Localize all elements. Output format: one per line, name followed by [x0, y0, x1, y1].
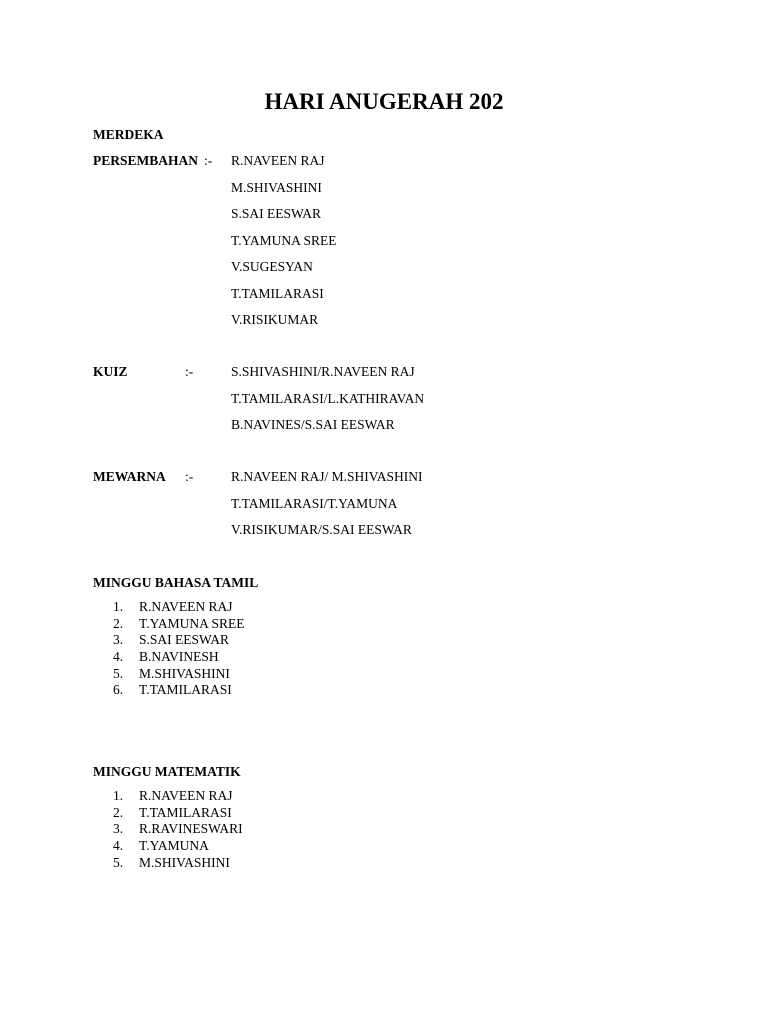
mewarna-name: T.TAMILARASI/T.YAMUNA	[231, 495, 398, 511]
list-item-number: 4.	[113, 838, 124, 854]
list-item-name: M.SHIVASHINI	[139, 665, 230, 681]
list-item-name: T.YAMUNA	[139, 838, 209, 854]
list-item	[113, 616, 245, 633]
section-heading-minggu-bahasa-tamil: MINGGU BAHASA TAMIL	[93, 575, 259, 590]
kuiz-name: T.TAMILARASI/L.KATHIRAVAN	[231, 390, 425, 406]
persembahan-name: T.YAMUNA SREE	[231, 232, 337, 248]
list-item-number: 3.	[113, 821, 124, 837]
list-item	[113, 682, 245, 699]
list-item-name: R.NAVEEN RAJ	[139, 788, 233, 803]
kuiz-name: B.NAVINES/S.SAI EESWAR	[231, 417, 395, 432]
persembahan-name: S.SAI EESWAR	[231, 206, 322, 221]
list-item	[113, 666, 245, 683]
mewarna-names	[231, 468, 423, 548]
list-item	[113, 855, 243, 872]
kuiz-names	[231, 363, 424, 443]
list-item-name: S.SAI EESWAR	[139, 632, 230, 648]
list-item	[113, 649, 245, 666]
list-item	[113, 632, 245, 649]
kuiz-label: KUIZ	[93, 364, 128, 379]
persembahan-names	[231, 152, 337, 338]
list-item-name: R.NAVEEN RAJ	[139, 599, 233, 614]
persembahan-name: V.SUGESYAN	[231, 259, 313, 274]
list-item-name: T.TAMILARASI	[139, 682, 232, 698]
list-item	[113, 821, 243, 838]
list-item-name: R.RAVINESWARI	[139, 821, 243, 837]
persembahan-name: T.TAMILARASI	[231, 285, 324, 301]
mewarna-separator: :-	[185, 469, 194, 484]
list-item-number: 2.	[113, 804, 124, 820]
list-item-name: T.TAMILARASI	[139, 804, 232, 820]
section-heading-minggu-matematik: MINGGU MATEMATIK	[93, 764, 241, 779]
persembahan-separator: :-	[204, 153, 213, 168]
list-item	[113, 788, 243, 805]
list-item-number: 6.	[113, 682, 124, 698]
list-item-name: T.YAMUNA SREE	[139, 615, 245, 631]
persembahan-name: V.RISIKUMAR	[231, 312, 319, 327]
mewarna-name: V.RISIKUMAR/S.SAI EESWAR	[231, 522, 412, 537]
kuiz-name: S.SHIVASHINI/R.NAVEEN RAJ	[231, 364, 415, 379]
section-heading-merdeka: MERDEKA	[93, 127, 164, 142]
list-item-number: 1.	[113, 788, 124, 803]
list-item-number: 2.	[113, 615, 124, 631]
page-title: HARI ANUGERAH 202	[264, 89, 504, 114]
list-item-number: 5.	[113, 854, 124, 870]
list-item	[113, 805, 243, 822]
list-item-number: 3.	[113, 632, 124, 648]
list-item	[113, 838, 243, 855]
kuiz-separator: :-	[185, 364, 194, 379]
persembahan-name: M.SHIVASHINI	[231, 179, 322, 195]
minggu-matematik-list	[113, 788, 243, 871]
list-item-number: 1.	[113, 599, 124, 614]
persembahan-label: PERSEMBAHAN	[93, 153, 199, 168]
list-item	[113, 599, 245, 616]
list-item-number: 5.	[113, 665, 124, 681]
mewarna-name: R.NAVEEN RAJ/ M.SHIVASHINI	[231, 469, 423, 484]
list-item-number: 4.	[113, 649, 124, 665]
list-item-name: B.NAVINESH	[139, 649, 219, 665]
mewarna-label: MEWARNA	[93, 469, 166, 484]
list-item-name: M.SHIVASHINI	[139, 854, 230, 870]
persembahan-name: R.NAVEEN RAJ	[231, 153, 325, 168]
minggu-bahasa-tamil-list	[113, 599, 245, 699]
